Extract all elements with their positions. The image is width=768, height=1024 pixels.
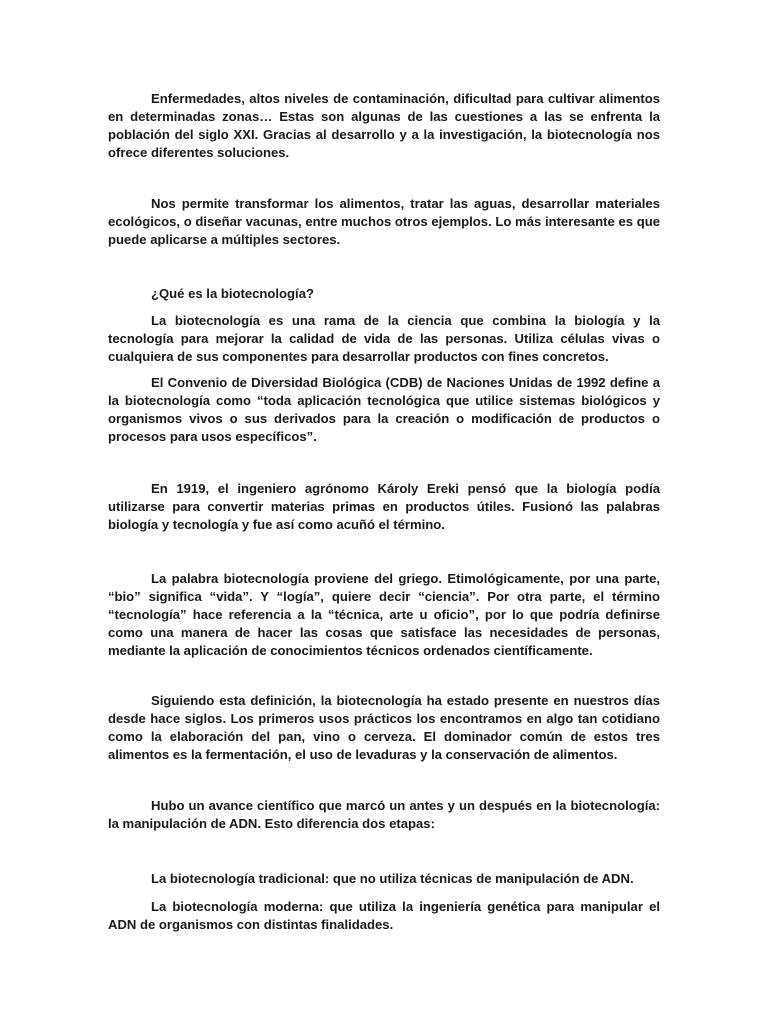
paragraph-history: En 1919, el ingeniero agrónomo Károly Ereki pensó que la biología podía utilizarse para convertir materias primas en productos útiles. Fusionó las palabras biología y tecnología y fue así como acuñó el término. xyxy=(108,481,660,532)
paragraph-traditional: La biotecnología tradicional: que no utiliza técnicas de manipulación de ADN. xyxy=(151,871,634,886)
section-question-heading: ¿Qué es la biotecnología? xyxy=(151,286,314,301)
paragraph-modern: La biotecnología moderna: que utiliza la ingeniería genética para manipular el ADN de organismos con distintas finalidades. xyxy=(108,899,660,932)
paragraph-dna-advance: Hubo un avance científico que marcó un antes y un después en la biotecnología: la manipulación de ADN. Esto diferencia dos etapas: xyxy=(108,798,660,831)
paragraph-intro: Enfermedades, altos niveles de contaminación, dificultad para cultivar alimentos en determinadas zonas… Estas son algunas de las cuestiones a las se enfrenta la población del siglo XXI. Gracias al desarrollo y a la investigación, la biotecnología nos ofrece diferentes soluciones. xyxy=(108,91,660,160)
paragraph-cdb: El Convenio de Diversidad Biológica (CDB) de Naciones Unidas de 1992 define a la biotecnología como “toda aplicación tecnológica que utilice sistemas biológicos y organismos vivos o sus derivados para la creación o modificación de productos o procesos para usos específicos”. xyxy=(108,375,660,444)
paragraph-etymology: La palabra biotecnología proviene del griego. Etimológicamente, por una parte, “bio” significa “vida”. Y “logía”, quiere decir “ciencia”. Por otra parte, el término “tecnología” hace referencia a la “técnica, arte u oficio”, por lo que podría definirse como una manera de hacer las cosas que satisface las necesidades de personas, mediante la aplicación de conocimientos técnicos ordenados científicamente. xyxy=(108,571,660,658)
paragraph-early-uses: Siguiendo esta definición, la biotecnología ha estado presente en nuestros días desde hace siglos. Los primeros usos prácticos los encontramos en algo tan cotidiano como la elaboración del pan, vino o cerveza. El dominador común de estos tres alimentos es la fermentación, el uso de levaduras y la conservación de alimentos. xyxy=(108,693,660,762)
paragraph-applications: Nos permite transformar los alimentos, tratar las aguas, desarrollar materiales ecológicos, o diseñar vacunas, entre muchos otros ejemplos. Lo más interesante es que puede aplicarse a múltiples sectores. xyxy=(108,196,660,247)
paragraph-definition: La biotecnología es una rama de la ciencia que combina la biología y la tecnología para mejorar la calidad de vida de las personas. Utiliza células vivas o cualquiera de sus componentes para desarrollar productos con fines concretos. xyxy=(108,313,660,364)
